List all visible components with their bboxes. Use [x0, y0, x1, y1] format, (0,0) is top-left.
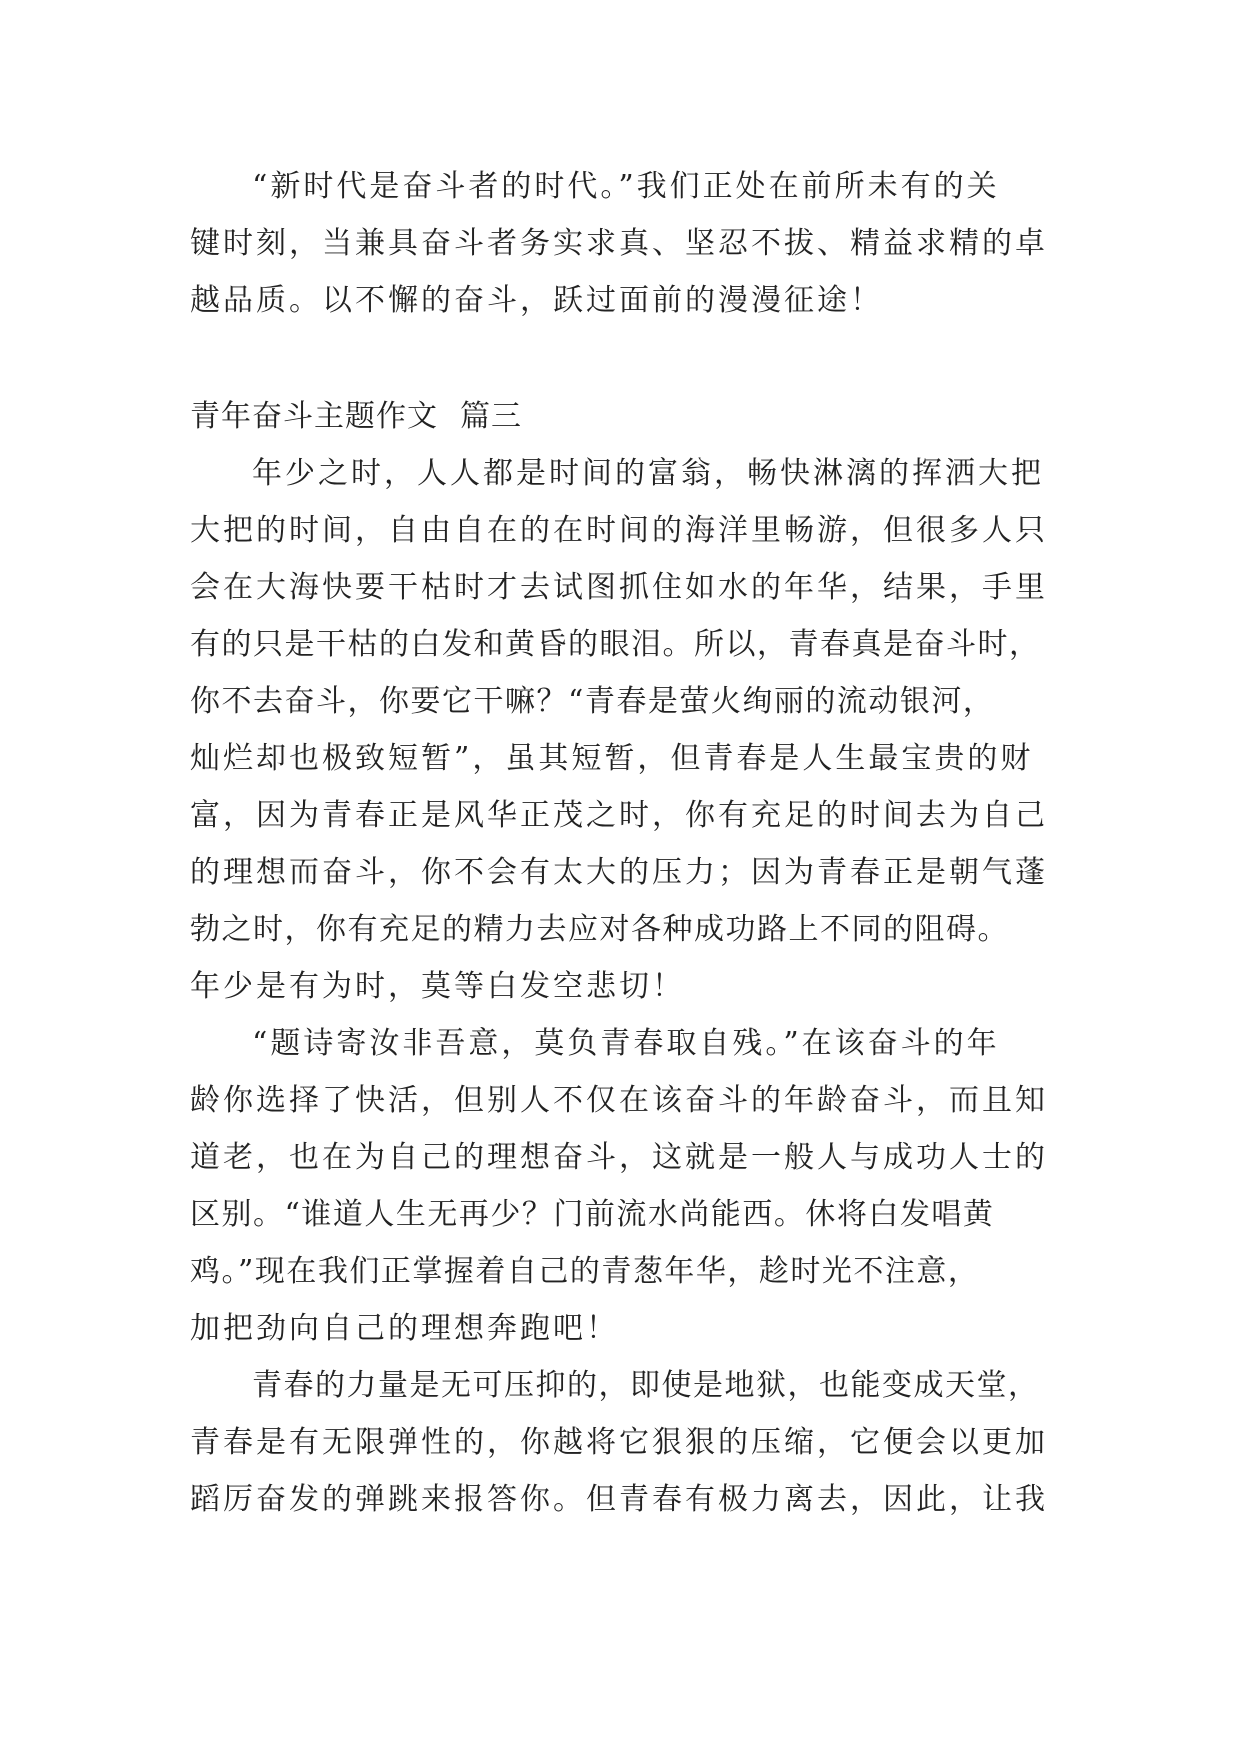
text-line: 年少之时，人人都是时间的富翁，畅快淋漓的挥洒大把	[252, 456, 1044, 491]
paragraph	[190, 158, 1052, 329]
text-line: 道老，也在为自己的理想奋斗，这就是一般人与成功人士的	[190, 1140, 1048, 1175]
text-line: 龄你选择了快活，但别人不仅在该奋斗的年龄奋斗，而且知	[190, 1083, 1048, 1118]
text-line: 键时刻，当兼具奋斗者务实求真、坚忍不拔、精益求精的卓	[190, 226, 1048, 261]
text-line: 勃之时，你有充足的精力去应对各种成功路上不同的阻碍。	[190, 912, 1009, 947]
text-line: 的理想而奋斗，你不会有太大的压力；因为青春正是朝气蓬	[190, 855, 1048, 890]
section-title: 青年奋斗主题作文	[190, 399, 438, 434]
paragraph	[190, 1357, 1052, 1528]
text-line: 蹈厉奋发的弹跳来报答你。但青春有极力离去，因此，让我	[190, 1482, 1048, 1517]
text-line: 会在大海快要干枯时才去试图抓住如水的年华，结果，手里	[190, 570, 1048, 605]
section-heading	[190, 388, 1052, 445]
text-line: 你不去奋斗，你要它干嘛？“青春是萤火绚丽的流动银河，	[190, 684, 995, 719]
paragraph	[190, 445, 1052, 1015]
text-line: 区别。“谁道人生无再少？门前流水尚能西。休将白发唱黄	[190, 1197, 995, 1232]
text-line: 越品质。以不懈的奋斗，跃过面前的漫漫征途！	[190, 283, 883, 318]
text-line: 加把劲向自己的理想奔跑吧！	[190, 1311, 619, 1346]
paragraph	[190, 1015, 1052, 1357]
text-line: 灿烂却也极致短暂”，虽其短暂，但青春是人生最宝贵的财	[190, 741, 1034, 776]
text-line: “题诗寄汝非吾意，莫负青春取自残。”在该奋斗的年	[252, 1026, 1000, 1061]
text-line: 青春的力量是无可压抑的，即使是地狱，也能变成天堂，	[252, 1368, 1040, 1403]
paragraph-gap	[190, 329, 1052, 388]
document-body	[190, 158, 1052, 1528]
text-line: 大把的时间，自由自在的在时间的海洋里畅游，但很多人只	[190, 513, 1048, 548]
section-label: 篇三	[460, 399, 522, 434]
text-line: 年少是有为时，莫等白发空悲切！	[190, 969, 685, 1004]
text-line: 富，因为青春正是风华正茂之时，你有充足的时间去为自己	[190, 798, 1048, 833]
text-line: “新时代是奋斗者的时代。”我们正处在前所未有的关	[252, 169, 1000, 204]
text-line: 青春是有无限弹性的，你越将它狠狠的压缩，它便会以更加	[190, 1425, 1048, 1460]
text-line: 鸡。”现在我们正掌握着自己的青葱年华，趁时光不注意，	[190, 1254, 980, 1289]
text-line: 有的只是干枯的白发和黄昏的眼泪。所以，青春真是奋斗时，	[190, 627, 1041, 662]
